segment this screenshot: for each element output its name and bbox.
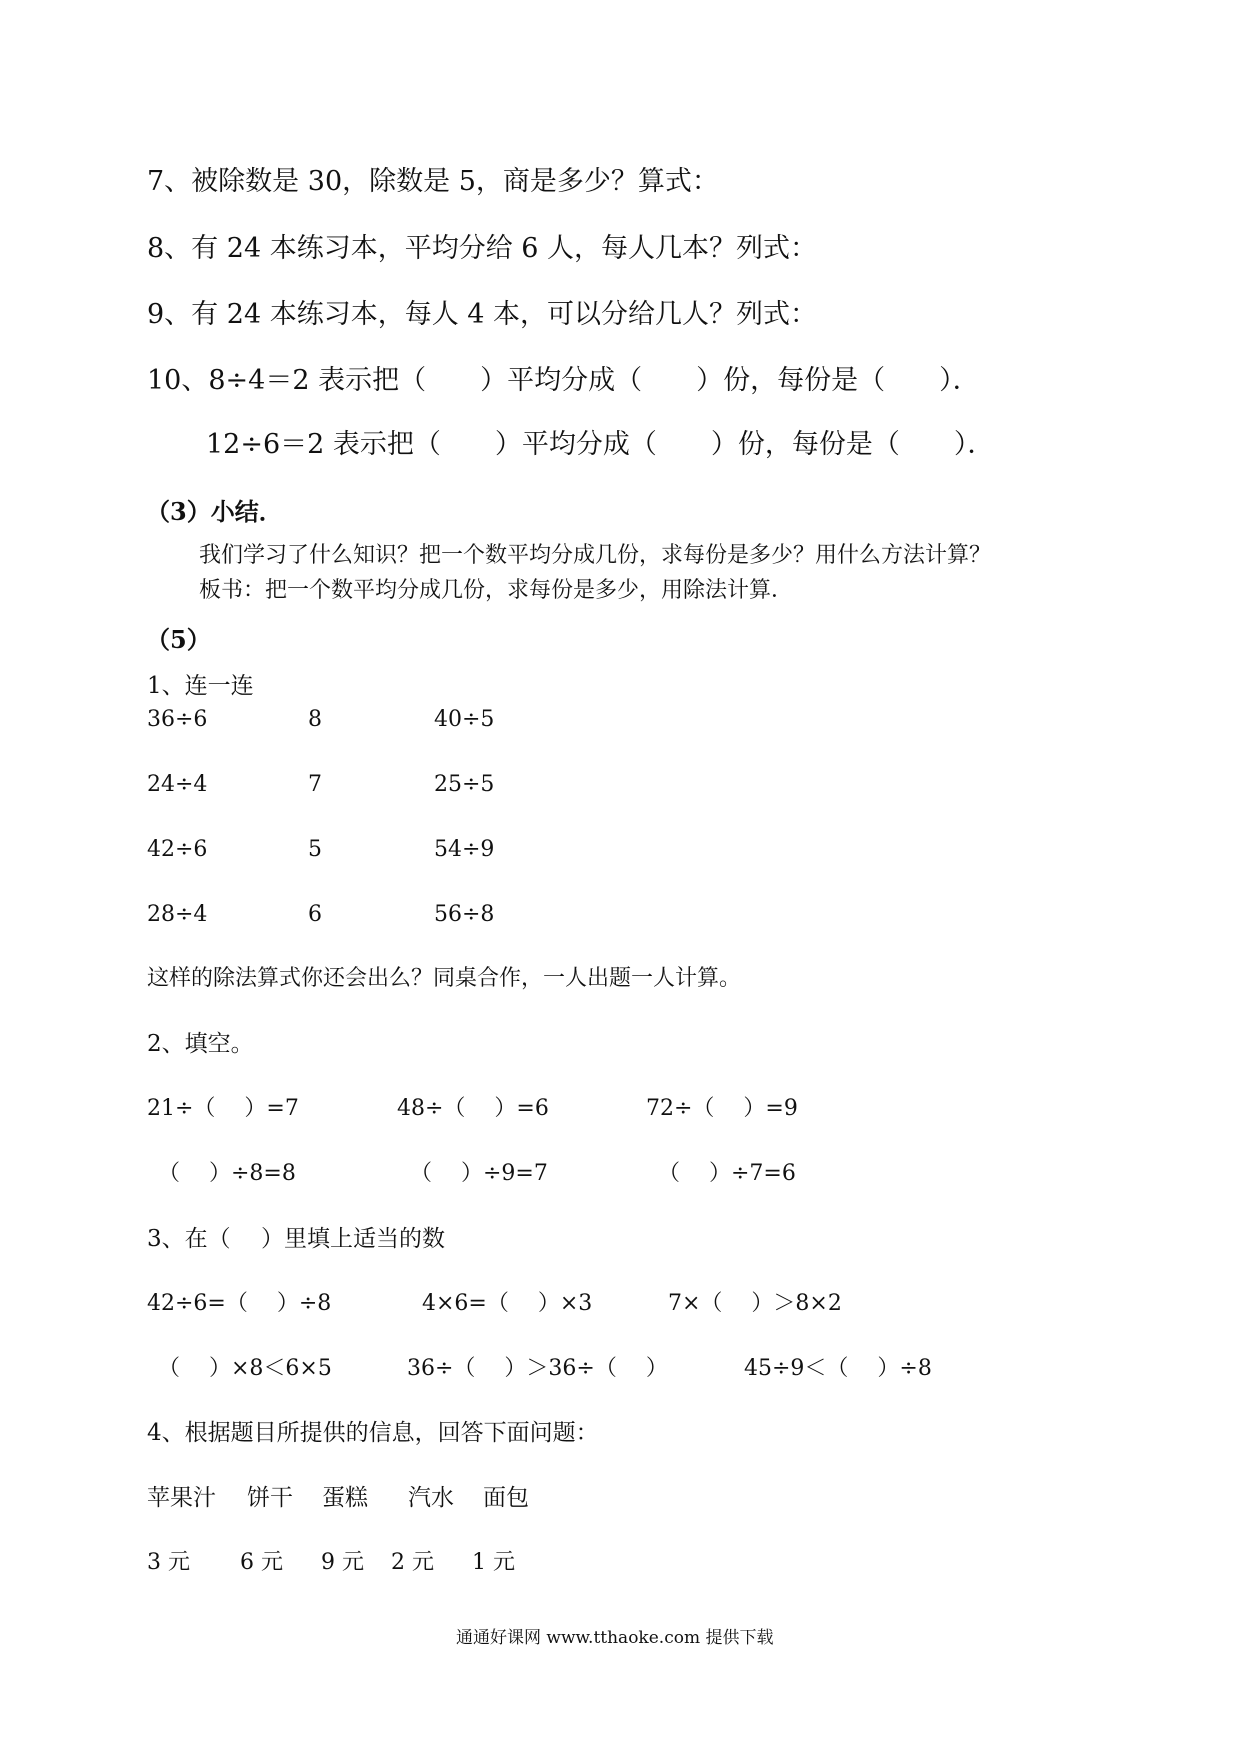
- item-price: 3 元: [147, 1550, 190, 1575]
- question-7: 7、被除数是 30，除数是 5，商是多少？算式：: [147, 166, 719, 197]
- info-title: 4、根据题目所提供的信息，回答下面问题：: [147, 1420, 599, 1446]
- section-5-heading: （5）: [146, 625, 211, 654]
- compare-title: 3、在（ ）里填上适当的数: [147, 1226, 445, 1252]
- match-right-item: 56÷8: [434, 902, 495, 927]
- question-9: 9、有 24 本练习本，每人 4 本，可以分给几人？列式：: [147, 299, 818, 330]
- item-name: 蛋糕: [322, 1485, 368, 1511]
- question-10-line-2: 12÷6＝2 表示把（ ）平均分成（ ）份，每份是（ ）．: [206, 429, 995, 460]
- fill-item: （ ）÷9=7: [410, 1161, 548, 1186]
- summary-heading: （3）小结．: [146, 497, 283, 526]
- item-name: 苹果汁: [147, 1485, 216, 1511]
- compare-item: 45÷9＜（ ）÷8: [744, 1356, 932, 1381]
- fill-title: 2、填空。: [147, 1031, 254, 1057]
- item-price: 1 元: [472, 1550, 515, 1575]
- match-left-item: 24÷4: [147, 772, 208, 797]
- match-middle-item: 7: [308, 772, 322, 797]
- compare-item: 42÷6=（ ）÷8: [147, 1291, 332, 1316]
- footer-credit: 通通好课网 www.tthaoke.com 提供下载: [456, 1628, 774, 1648]
- match-right-item: 54÷9: [434, 837, 495, 862]
- fill-item: 48÷（ ）=6: [397, 1096, 549, 1121]
- item-price: 2 元: [391, 1550, 434, 1575]
- summary-question: 我们学习了什么知识？把一个数平均分成几份，求每份是多少？用什么方法计算？: [199, 543, 992, 568]
- match-right-item: 25÷5: [434, 772, 495, 797]
- match-left-item: 42÷6: [147, 837, 208, 862]
- compare-item: 7×（ ）＞8×2: [668, 1291, 842, 1316]
- match-middle-item: 5: [308, 837, 322, 862]
- compare-item: （ ）×8＜6×5: [158, 1356, 332, 1381]
- match-middle-item: 8: [308, 707, 322, 732]
- item-price: 6 元: [240, 1550, 283, 1575]
- item-name: 饼干: [247, 1485, 293, 1511]
- match-middle-item: 6: [308, 902, 322, 927]
- summary-board-note: 板书：把一个数平均分成几份，求每份是多少，用除法计算．: [199, 578, 794, 603]
- item-price: 9 元: [321, 1550, 364, 1575]
- item-name: 汽水: [408, 1485, 454, 1511]
- match-left-item: 28÷4: [147, 902, 208, 927]
- fill-item: 72÷（ ）=9: [646, 1096, 798, 1121]
- match-left-item: 36÷6: [147, 707, 208, 732]
- question-8: 8、有 24 本练习本，平均分给 6 人，每人几本？列式：: [147, 233, 818, 264]
- match-note: 这样的除法算式你还会出么？同桌合作，一人出题一人计算。: [147, 966, 742, 991]
- match-right-item: 40÷5: [434, 707, 495, 732]
- fill-item: （ ）÷7=6: [658, 1161, 796, 1186]
- compare-item: 36÷（ ）＞36÷（ ）: [407, 1356, 668, 1381]
- compare-item: 4×6=（ ）×3: [422, 1291, 593, 1316]
- question-10-line-1: 10、8÷4＝2 表示把（ ）平均分成（ ）份，每份是（ ）．: [147, 365, 980, 396]
- fill-item: （ ）÷8=8: [158, 1161, 296, 1186]
- item-name: 面包: [483, 1485, 529, 1511]
- fill-item: 21÷（ ）=7: [147, 1096, 299, 1121]
- match-title: 1、连一连: [147, 673, 254, 699]
